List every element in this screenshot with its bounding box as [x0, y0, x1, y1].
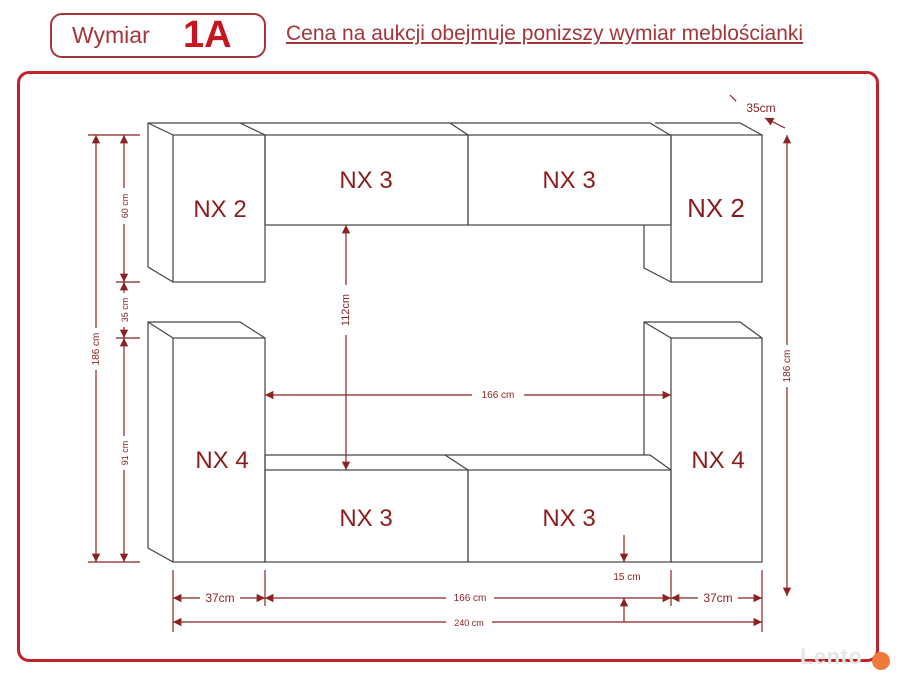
dim-left-total: 186 cm — [91, 332, 102, 366]
title-code: 1A — [183, 14, 232, 56]
label-nx3-bottom-left: NX 3 — [339, 505, 393, 532]
dim-inner-width: 166 cm — [481, 390, 515, 401]
dim-bottom-total: 240 cm — [454, 618, 484, 628]
dim-inner-height: 112cm — [340, 293, 352, 327]
dim-right-total: 186 cm — [782, 349, 793, 383]
dim-left-lower: 91 cm — [120, 440, 130, 466]
dim-left-gap: 35 cm — [120, 297, 130, 323]
title-word: Wymiar — [72, 22, 150, 48]
label-nx4-left: NX 4 — [195, 447, 249, 474]
label-nx3-bottom-right: NX 3 — [542, 505, 596, 532]
subtitle: Cena na aukcji obejmuje ponizszy wymiar meblościanki — [286, 22, 804, 45]
label-nx3-top-left: NX 3 — [339, 167, 393, 194]
dim-floor-gap: 15 cm — [613, 572, 641, 583]
cabinet-outlines — [148, 123, 762, 562]
label-nx2-right: NX 2 — [687, 193, 745, 223]
label-nx3-top-right: NX 3 — [542, 167, 596, 194]
dim-bottom-left: 37cm — [205, 591, 235, 605]
label-nx2-left: NX 2 — [193, 196, 247, 223]
dim-bottom-right: 37cm — [703, 591, 733, 605]
dim-bottom-middle: 166 cm — [453, 593, 487, 604]
watermark: Lento — [800, 644, 863, 669]
label-nx4-right: NX 4 — [691, 447, 745, 474]
dim-left-upper: 60 cm — [120, 193, 130, 219]
dimension-lines — [88, 95, 787, 632]
dim-depth: 35cm — [746, 101, 776, 115]
watermark-logo-icon — [872, 652, 890, 670]
